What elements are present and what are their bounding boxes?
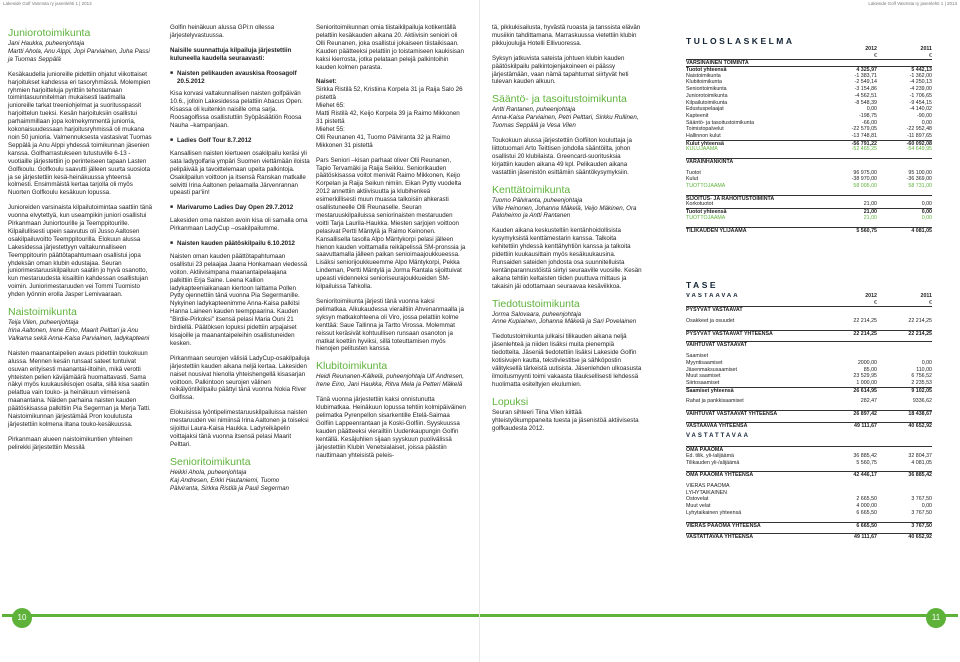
value-2011: 4 081,05 — [911, 459, 932, 466]
column-4 — [492, 24, 642, 439]
value-2012: 26 614,95 — [853, 387, 877, 394]
competition-list — [170, 70, 310, 86]
assets-title: VASTAAVAA — [686, 293, 740, 299]
value-2011: -9 454,15 — [909, 99, 932, 106]
value-2012: 23 529,95 — [853, 373, 877, 380]
header-right: Lakeside Golf Vasmsta ry jasenlehti 1 | 2013 — [868, 1, 957, 6]
value-2011: 0,00 — [921, 209, 932, 216]
row-label: VASTAAVAA YHTEENSÄ — [686, 422, 748, 429]
value-2011: 6 756,52 — [911, 373, 932, 380]
table-row — [686, 510, 932, 517]
committee-members: Heidi Reunanen-Kälkelä, puheenjohtaja Ulf Andresen, Irene Eino, Jani Haukka, Ritva Mela ja Petteri Mäkelä — [316, 373, 465, 389]
table-row — [686, 208, 932, 215]
value-2011: 9 102,05 — [911, 387, 932, 394]
footer-bar-right — [480, 614, 958, 617]
value-2012: -2 549,14 — [854, 79, 877, 86]
value-2011 — [877, 353, 932, 360]
results-list: Sirkka Ristilä 52, Kristiina Korpela 31 ja Raija Salo 26 pistettä Miehet 65: Matti Ristilä 42, Keijo Korpela 39 ja Raimo Mikkonen 31 pistettä Miehet 55: Olli Reunanen 41, Tuomo Pälviranta 32 ja Raimo Mikkonen 31 pistettä — [316, 86, 463, 149]
row-label: Juniorotoimikunta — [686, 92, 728, 99]
value-2012: -198,75 — [859, 112, 877, 119]
row-label: Hallinnon kulut — [686, 132, 721, 139]
value-2012: -38 970,00 — [851, 176, 877, 183]
table-row — [686, 380, 932, 387]
paragraph: Syksyn jatkuvista sateista johtuen klubin kauden päätöskilpailu palkintojenjakoineen ei päässy järjestämään, vaan nämä tapahtumat siirtyvät heti tulevan kauden alkuun. — [492, 54, 629, 86]
currency: € — [874, 299, 877, 306]
page-spine — [479, 0, 480, 662]
value-2011: 58 731,00 — [908, 183, 932, 190]
table-row — [686, 126, 932, 133]
row-label: OMA PÄÄOMA YHTEENSÄ — [686, 472, 754, 479]
currency: € — [929, 52, 932, 59]
column-2 — [170, 24, 310, 500]
value-2012: -8 548,39 — [854, 99, 877, 106]
value-2012: -4 562,51 — [854, 92, 877, 99]
table-row — [686, 387, 932, 394]
table-row — [686, 353, 932, 360]
row-label: PYSYVÄT VASTAAVAT — [686, 307, 743, 314]
paragraph: Seuran sihteeri Tiina Vilen kiittää yhteistyökumppaneita tuesta ja jäsenistöä aktiivisesta golfkaudesta 2012. — [492, 408, 639, 432]
committee-members: Antti Rantanen, puheenjohtaja Anna-Kaisa Parviainen, Petri Pelttari, Sirkku Rullinen, Tuomas Seppälä ja Vesa Vilen — [492, 106, 639, 130]
row-label: PYSYVÄT VASTAAVAT YHTEENSÄ — [686, 330, 773, 337]
value-2011: -1 706,65 — [909, 92, 932, 99]
value-2012: -56 791,22 — [851, 140, 877, 147]
committee-members: Jorma Salovaara, puheenjohtaja Anne Kupiainen, Johanna Mäkelä ja Sari Povelainen — [492, 310, 637, 326]
row-label: VARAINHANKINTA — [686, 159, 734, 165]
row-label: Myyntisaamiset — [686, 359, 723, 366]
value-2012: 22 214,25 — [853, 318, 877, 325]
value-2012 — [822, 60, 877, 66]
row-label: Lyhytaikainen yhteensä — [686, 509, 742, 516]
table-row — [686, 490, 932, 497]
table-row — [686, 306, 932, 313]
year-2012: 2012 — [865, 293, 877, 299]
year-header — [686, 293, 932, 300]
value-2011: 3 767,50 — [911, 496, 932, 503]
table-row — [686, 106, 932, 113]
value-2011 — [877, 60, 932, 66]
balance-sheet — [686, 280, 932, 540]
paragraph: tä, pikkukisailusta, hyvästä ruoasta ja tanssista elävän musiikin tahdittamana. Marraskuussa vietettiin klubin pikkujoulujja Hotelli Ellivuoressa. — [492, 24, 641, 47]
balance-sheet-title: TASE — [686, 280, 719, 290]
table-row — [686, 215, 932, 222]
row-label: Siirtosaamiset — [686, 379, 720, 386]
table-row — [686, 360, 932, 367]
value-2012: 21,00 — [863, 209, 877, 216]
section-title-kentta: Kenttätoimikunta — [492, 183, 571, 196]
section-title-klubi: Klubitoimikunta — [316, 360, 388, 373]
value-2011: 40 652,92 — [908, 422, 932, 429]
value-2011: -36 369,00 — [906, 176, 932, 183]
value-2011: 110,00 — [916, 366, 932, 373]
row-label: Naistoimikunta — [686, 72, 721, 79]
competition-list — [170, 240, 310, 248]
value-2012 — [822, 483, 877, 490]
list-item-desc: Naisten oman kauden päättötapahtumaan osallistui 23 pelaajaa Jaana Honkamaan viedessä voiton. Aktiivisimpana maanantaipelaajana palkittiin Erja Saine. Leena Kallion ladykapteeniaikanaan kiertoon laittama Pollen Pytty ojennettiin tänä vuonna Pia Segermanille. Nykyinen ladykapteenimme Anna-Kaisa palkitsi Hanna Laineen kauden teemppaarina. Kauden "Birdie-Pirkoksi" itsensä pelasi Maria Ouni 21 birdiellä. Päätöksen lopuksi pidettiin arpajaiset kisajoille ja maanantaipeleihin osallistuneiden kesken. — [170, 252, 308, 347]
value-2011 — [877, 159, 932, 165]
row-label: VASTATTAVAA YHTEENSÄ — [686, 534, 754, 540]
table-row — [686, 533, 932, 540]
table-row — [686, 398, 932, 405]
list-item-desc: Kansallisen naisten kiertueen osakilpailu keräsi yli sata ladygolfaria ympäri Suomen viettämään iloista pelipäivää ja tavoittelemaan upeita palkintoja. Osakilpailun voittoon ja itsensä Ranskan matkalle selvitti Irina Aaltonen pelaamalla Järvenrannan upeasti par'iin! — [170, 149, 310, 197]
row-label: Korkotuotot — [686, 201, 714, 208]
table-row — [686, 100, 932, 107]
value-2012: 5 560,75 — [856, 227, 877, 234]
paragraph: Senioritoimikunta järjesti tänä vuonna kaksi pelimatkaa. Alkukaudessa vierailtiin Ahvenanmaalla ja syksyn matkakohteena oli Viro, jossa pelattiin kolme kenttää: Saue Tallinna ja Tartto Virossa. Molemmat reissut keräsivät kohtuullisen runsaan osanoton ja matkat koettiin hyviksi, sillä toteuttamisen myös hienojen pelitusten kanssa. — [316, 298, 464, 353]
table-row — [686, 59, 932, 66]
running-header — [0, 0, 960, 8]
row-label: SIJOITUS- JA RAHOITUSTOIMINTA — [686, 195, 775, 202]
income-statement — [686, 36, 932, 233]
value-2012 — [822, 159, 877, 165]
value-2011: 22 214,25 — [908, 330, 932, 337]
value-2011: -90,00 — [916, 112, 932, 119]
value-2011: -11 897,65 — [907, 132, 932, 139]
table-row — [686, 79, 932, 86]
value-2011: -60 092,08 — [906, 140, 932, 147]
value-2012: 5 560,75 — [856, 459, 877, 466]
row-label: Sääntö- ja tasoitustoimikunta — [686, 119, 755, 126]
value-2012: 36 885,42 — [853, 453, 877, 459]
currency-header — [686, 300, 932, 307]
page-number-left: 10 — [12, 608, 32, 628]
value-2012: 282,47 — [860, 398, 877, 405]
table-row — [686, 483, 932, 490]
value-2012: -66,00 — [861, 119, 877, 126]
value-2012: 0,00 — [866, 106, 877, 113]
list-item-desc: Kisa korvasi valtakunnallisen naisten golfpäivän 10.6., jolloin Lakesidessa pelattiin Abacus Open. Kisassa oli kuitenkin naisille oma sarja. Roosagolfissa osallistuttiin Syöpäsäätiön Roosa Nauha –kampanjaan. — [170, 90, 303, 130]
asset-rows — [686, 306, 932, 428]
row-label: VIERAS PÄÄOMA YHTEENSÄ — [686, 522, 761, 529]
paragraph: Tänä vuonna järjestettiin kaksi onnistunutta klubimatkaa. Heinäkuun lopussa tehtiin kolmipäiväinen pelimatka Pyrenpellon sisarkentille Etelä-Saimaa Golfiin Lappeenrantaan ja Koski-Golfiin. Syyskuussa kauden päätteeksi vierailtiin Uudenkaupungin Golfin kentällä. Kesäjuhlien sijaan syyskuun puolivälissä järjestettiin Klubin Venetsialaiset, joissa päästiin nauttimaan yhteisistä peleis- — [316, 396, 466, 459]
row-label: VAIHTUVAT VASTAAVAT — [686, 342, 748, 349]
footer-bar-left — [2, 614, 479, 617]
table-row — [686, 460, 932, 467]
column-1 — [8, 24, 153, 459]
subheading: Naiset: — [316, 78, 337, 86]
value-2012: 96 975,00 — [853, 169, 877, 176]
paragraph: Senioritoimikunnan omia tiistaikilpailuja kotikentällä pelattiin kesäkauden aikana 20. Aktiivisin senioiri oli Olli Reunanen, joka osallistui jokaiseen tiistaikisaan. Kauden päätteeksi pelattiin jo toistamiseen kaukisisan kaksi kierrosta, jotka pelataan pelejä palkintoihin kauden kolmen parasta. — [316, 24, 464, 71]
liabilities-title: VASTATTAVAA — [686, 433, 750, 440]
paragraph: Pars Seniori –kisan parhaat oliver Olli Reunanen, Tapio Tervamäki ja Raija Seikku. Seniorikauden päätöskisassa voitot menivät Raimo Mikkonen, Keijo Korpelan ja Raija Seikun nimiin. Eikan Pytty vuodelta 2012 annettiin aktiivisuutta ja klubihenkeä esimerkillisesti muun muassa talkoisiin ahkerasti osallistuneelle Olli Reunaselle. Seuran mestaruuskilpailuissa seniorinaisten mestaruuden voitti Tarja Laurila-Haukka. Miesten sarjojen voittoon pelasivat Pertti Mäntylä ja Raimo Keinonen. Kansallisella tasolla Alpo Mäntykorpi pelasi jälleen hienon kauden voittamalla reikäpelissä SM-pronssia ja saavuttamalla jälleen paikan senioimaajoukkueessa. Lisäksi seniorijoukkueemme Alpo Mäntykorpi, Pekka Lindeman, Pertti Mäntylä ja Jorma Rantala sijoittuivat upeasti viidenneksi senioriseurajoukkueiden SM-kilpailuissa Tahkolla. — [316, 156, 466, 291]
row-label: Kulut — [686, 176, 699, 183]
table-row — [686, 73, 932, 80]
row-label: Ed. tilik. yli-/alijäämä — [686, 453, 734, 459]
value-2011 — [877, 307, 932, 313]
paragraph: Golfin heinäkuun alussa GPi:n ollessa järjestelyvastuussa. — [170, 24, 275, 39]
row-label: Muut saamiset — [686, 373, 721, 380]
table-row — [686, 422, 932, 429]
paragraph: Kauden aikana keskusteltiin kentänhoidollisista kysymyksistä kenttämestarin kanssa. Talkoita kehitettiin yhdessä kenttähyhtiön kanssa ja talkoita pidettiin kuukausittain myös kesäkuukausina. Runsaiden sateiden johdosta osa suunnitelluista kentänparannustöistä siirtyi seuraaville vuosille. Kesän aikana tehtiin keltaisten tiiden puuttuva mittaus ja takaisin jäi odottamaan seuraavaa kesäviikkoa. — [492, 227, 642, 290]
header-left: Lakeside Golf Vasmsta ry jasenlehti 1 | 2013 — [3, 1, 92, 6]
column-3 — [316, 24, 466, 466]
table-row — [686, 158, 932, 165]
section-title-saanto: Sääntö- ja tasoitustoimikunta — [492, 93, 627, 106]
value-2011: 3 767,50 — [911, 522, 932, 529]
table-row — [686, 522, 932, 529]
row-label: Senioritoimikunta — [686, 86, 727, 93]
value-2011: 2 235,53 — [911, 379, 932, 386]
income-rows — [686, 59, 932, 233]
section-title-seniorit: Senioritoimikunta — [170, 455, 251, 468]
liability-rows — [686, 441, 932, 540]
section-title-lopuksi: Lopuksi — [492, 395, 529, 408]
income-statement-title: TULOSLASKELMA — [686, 36, 795, 46]
paragraph: Junioreiden varsinaista kilpailutoimintaa saattiin tänä vuonna elvytettyä, kun useampikin juniori osallistui Pirkanmaan Juniortourille ja Teemppitourille. Kilpailullisesti upein saavutus oli Jusso Aaltosen osakilpailuvoitto Teemppitourilla. Elokuun alussa Lakesidessa järjestettyyn valtakunnalliseen Teemppitourin päättötapahtumaan osallistui jopa yhdeksän oman klubin edustajaa. Seuran juniorimestaruuskilpailuun saatiin jo hyvä osanotto, kun mestaruudesta kisailtiin kahdessan osallistujan voimin. Juniorimestaruuden vei Tommi Tuomisto yhden lyönnin erolla Jasper Lemivaaraan. — [8, 204, 153, 299]
value-2012: 58 005,00 — [853, 183, 877, 190]
table-row — [686, 66, 932, 73]
value-2011: -22 952,48 — [906, 126, 932, 133]
row-label: LYHYTAIKAINEN — [686, 489, 728, 496]
table-row — [686, 140, 932, 147]
committee-members: Jani Haukka, puheenjohtaja Martti Ahola, Anu Alppi, Jopi Parviainen, Juha Passi ja Tuomas Seppälä — [8, 40, 150, 63]
value-2011: -4 140,02 — [909, 106, 932, 113]
value-2011: -1 362,00 — [909, 72, 932, 79]
paragraph: Pirkanmaan alueen naistoimikuntien yhteinen pelirekki järjestettiin Messilä — [8, 435, 133, 451]
value-2012: 2000,00 — [857, 359, 877, 366]
value-2012: 6 665,50 — [856, 509, 877, 516]
row-label: Tuotot — [686, 169, 701, 176]
currency: € — [874, 52, 877, 59]
row-label: Tilikauden yli-/alijäämä — [686, 459, 740, 466]
value-2012 — [822, 307, 877, 313]
section-title-tiedotus: Tiedotustoimikunta — [492, 297, 580, 310]
year-2011: 2011 — [920, 293, 932, 299]
value-2011: 0,00 — [921, 119, 932, 126]
table-row — [686, 86, 932, 93]
paragraph: Kesäkaudella junioreille pidettiin ohjatut viikottaiset harjoitukset kahdessa eri tasoryhmässä. Molempien ryhmien harjoitteluja pyrittiin tehostamaan toimintasuunnitelman mukaisesti laatimalla junioreille tarkat treeniohjelmat ja suoritusspassit harjoittelun tueksi. Kesän harjoituksiin osallistui parhaimmillaan jopa kolmekymmentä juniorria, kokonaisuudessaan harjoitusryhmissä oli mukana noin 50 junioria. Valmennuksesta vastasivat Tuomas Seppälä ja Anu Alppi yhdessä toimikunnan jäsenien kanssa. Golfharrastukseen tutustuville 6-13 -vuotiaille järjestettiin jo perinteiseen tapaan Lasten Golfkoulu. Golfkoulu saavutti jälleen suurta suosiota ja se järjestettiin kesä-heinäkuussa yhteensä kolmesti. Ensimmäistä kertaa tarjolla oli myös Nuorten Golfkoulu kesäkuun lopussa. — [8, 70, 152, 197]
table-row — [686, 113, 932, 120]
section-title-naiset: Naistoimikunta — [8, 306, 77, 319]
row-label: Tuotot yhteensä — [686, 209, 727, 215]
currency: € — [929, 299, 932, 306]
value-2011: -4 250,13 — [909, 79, 932, 86]
table-row — [686, 183, 932, 190]
value-2011: 32 804,37 — [908, 453, 932, 459]
committee-members: Heikki Ahola, puheenjohtaja Kaj Andresen, Erkki Hautaniemi, Tuomo Pälviranta, Sirkka Ristilä ja Pauli Segerman — [170, 468, 289, 492]
value-2011: 0,00 — [921, 201, 932, 208]
table-row — [686, 93, 932, 100]
value-2011 — [877, 490, 932, 497]
row-label: Jäsenmaksusaamiset — [686, 366, 737, 373]
value-2012: -22 579,05 — [851, 126, 877, 133]
value-2011: 95 100,00 — [908, 169, 932, 176]
table-row — [686, 503, 932, 510]
value-2012: -13 748,81 — [851, 132, 877, 139]
row-label: TUOTTOJÄÄMÄ — [686, 183, 726, 190]
row-label: Edustuspelaajat — [686, 106, 724, 113]
table-row — [686, 446, 932, 453]
list-item-desc: Lakesiden oma naisten avoin kisa oli samalla oma Pirkanmaan LadyCup –osakilpailumme. — [170, 217, 308, 233]
row-label: VARSINAINEN TOIMINTA — [686, 60, 749, 67]
value-2011 — [877, 342, 932, 348]
row-label: Saamiset — [686, 353, 709, 360]
value-2011: 4 081,05 — [911, 227, 932, 234]
row-label: Kapteenit — [686, 112, 709, 119]
paragraph: Naisille suunnattuja kilpailuja järjestettiin kuluneella kaudella seuraavasti: — [170, 46, 292, 62]
value-2011: 9336,62 — [912, 398, 932, 405]
row-label: Kulut yhteensä — [686, 140, 724, 147]
paragraph: Tiedotustoimikunta julkaisi tilikauden aikana neljä jäsenlehteä ja niiden lisäksi muita pienempiä tiedotteita. Jäseniä tiedotettiin lisäksi Lakeside Golfin kotisivujen kautta, tekstiviestitse ja sähköpostin välityksellä tärkeistä uutisista. Jäsenlehden ulkoasusta ilmoitusmyynti toimi vakaasta tilauksellisesti lehdessä huolimatta esiteltyjen ekulumien. — [492, 333, 642, 388]
list-item: ■ Naisten pelikauden avauskisa Roosagolf 20.5.2012 — [170, 70, 310, 86]
competition-list — [170, 137, 310, 145]
paragraph: Elokuisissa lyöntipelimestaruuskilpailuissa naisten mestaruuden vei nimiinsä Irina Aaltonen ja toiseksi sijoittui Laura-Kaisa Haukka. Ladyreikäpelin voittajaksi tänä vuonna itsensä pelasi Maarit Pelttari. — [170, 409, 309, 448]
year-2011: 2011 — [920, 46, 932, 52]
row-label: KULUJÄÄMÄ — [686, 146, 718, 153]
table-row — [686, 318, 932, 325]
table-row — [686, 146, 932, 153]
value-2011: 40 652,92 — [908, 534, 932, 541]
row-label: VAIHTUVAT VASTAAVAT YHTEENSÄ — [686, 410, 778, 417]
year-2012: 2012 — [865, 46, 877, 52]
table-row — [686, 496, 932, 503]
list-item: ■ Ladies Golf Tour 8.7.2012 — [170, 137, 310, 145]
table-row — [686, 373, 932, 380]
competition-list — [170, 204, 310, 212]
table-row — [686, 201, 932, 208]
value-2012: 4 325,97 — [856, 67, 877, 74]
table-row — [686, 176, 932, 183]
table-row — [686, 341, 932, 348]
list-item: ■ Marivarumo Ladies Day Open 29.7.2012 — [170, 204, 310, 212]
value-2012: 22 214,25 — [853, 330, 877, 337]
row-label: Muut velat — [686, 503, 711, 510]
table-row — [686, 453, 932, 460]
value-2012: 21,00 — [863, 201, 877, 208]
value-2012: 2 665,50 — [856, 496, 877, 503]
list-item: ■ Naisten kauden päätöskilpailu 6.10.2012 — [170, 240, 310, 248]
value-2012 — [822, 490, 877, 497]
row-label: Rahat ja pankkisaamiset — [686, 398, 744, 405]
value-2011: 0,00 — [921, 214, 932, 221]
row-label: Osakkeet ja osuudet — [686, 318, 735, 325]
row-label: Kilpailutoimikunta — [686, 99, 728, 106]
table-row — [686, 227, 932, 234]
value-2012: 1 000,00 — [856, 379, 877, 386]
value-2011: 3 767,50 — [911, 509, 932, 516]
value-2011: 0,00 — [921, 359, 932, 366]
value-2011 — [877, 483, 932, 490]
row-label: Toimistopalvelut — [686, 126, 724, 133]
table-row — [686, 170, 932, 177]
table-row — [686, 367, 932, 374]
value-2011: 5 442,13 — [911, 67, 932, 74]
value-2011: 18 438,67 — [908, 410, 932, 417]
value-2011: 22 214,25 — [908, 318, 932, 325]
table-row — [686, 330, 932, 337]
value-2012: -52 465,25 — [851, 146, 877, 153]
table-row — [686, 410, 932, 417]
paragraph: Pirkanmaan seurojen välisiä LadyCup-osakilpailuja järjestettiin kauden aikana neljä kertaa. Lakesiden naiset nousivat hienolla yhteishengellä kisasarjan voittoon. Palkintoon seurojen välinen reikälyöntikilpailu päättyi tänä vuonna Nokia River Golfissa. — [170, 354, 310, 402]
value-2012: 21,00 — [863, 214, 877, 221]
value-2012: -1 383,71 — [854, 72, 877, 79]
value-2011: 36 885,42 — [908, 472, 932, 479]
table-row — [686, 471, 932, 478]
value-2012 — [822, 342, 877, 348]
committee-members: Tuomo Pälviranta, puheenjohtaja Ville Heinonen, Johanna Mäkelä, Veijo Mäkinen, Ora Paloheimo ja Antti Rantanen — [492, 196, 637, 220]
paragraph: Toukokuun alussa järjestettiin Golfiiton kouluttaja ja liittotuomari Arto Teittisen johdolla sääntöilta, johon osallistui 20 klubilaista. Greencard-suoritusksia kirjattiin kauden aikana 49 kpl. Pelikauden aikana vastattiin jäsenistön esittämiin sääntökysymyksiin. — [492, 137, 632, 176]
value-2012: 85,00 — [863, 366, 877, 373]
row-label: TUOTTOJÄÄMÄ — [686, 214, 726, 221]
committee-members: Teija Vilen, puheenjohtaja Irina Aaltonen, Irene Eino, Maarit Pelttari ja Anu Valkama sekä Anna-Kaisa Parviainen, ladykapteeni — [8, 319, 150, 342]
value-2012: 49 111,67 — [854, 422, 877, 429]
value-2011: 0,00 — [921, 503, 932, 510]
row-label: TILIKAUDEN YLIJÄÄMÄ — [686, 227, 747, 234]
currency-header — [686, 53, 932, 60]
page-number-right: 11 — [926, 608, 946, 628]
section-title-juniorit: Juniorotoimikunta — [8, 27, 91, 39]
row-label: Ostovelat — [686, 496, 709, 503]
value-2012: 42 446,17 — [853, 472, 877, 479]
row-label: Tuotot yhteensä — [686, 67, 727, 73]
paragraph: Naisten maanantaipelien avaus pidettiin toukokuun alussa. Mennen kesän runsaat sateet tuntuivat osuvan erityisesti maanantai-iltoihin, mikä verotti yhteisten pelien kävijämäärä huomattavasti. Sama näkyi myös kuukausikisojen osalta, sillä kisa saatiin pelattua vain touko- ja heinäkuun viimeisenä maanantaina. Näiden parhaina naisten kauden päätöskisassa palkittiin Pia Segerman ja Merja Tatti. Naistoimikunnan järjestämää Pron koulutusta järjestettiin kolmena iltana touko-kesäkuussa. — [8, 349, 151, 428]
value-2011: -54 649,95 — [906, 146, 932, 153]
row-label: Saamiset yhteensä — [686, 387, 734, 394]
value-2012 — [822, 353, 877, 360]
row-label: VIERAS PÄÄOMA — [686, 483, 730, 490]
value-2012: 4 000,00 — [856, 503, 877, 510]
year-header — [686, 46, 932, 53]
value-2012: 26 897,42 — [853, 410, 877, 417]
table-row — [686, 133, 932, 140]
row-label: Klubitoimikunta — [686, 79, 722, 86]
table-row — [686, 120, 932, 127]
row-label: OMA PÄÄOMA — [686, 447, 724, 453]
table-row — [686, 195, 932, 202]
value-2012: 49 111,67 — [854, 534, 877, 541]
value-2012: 6 665,50 — [856, 522, 877, 529]
value-2012: -3 154,86 — [854, 86, 877, 93]
value-2011: -4 239,00 — [909, 86, 932, 93]
